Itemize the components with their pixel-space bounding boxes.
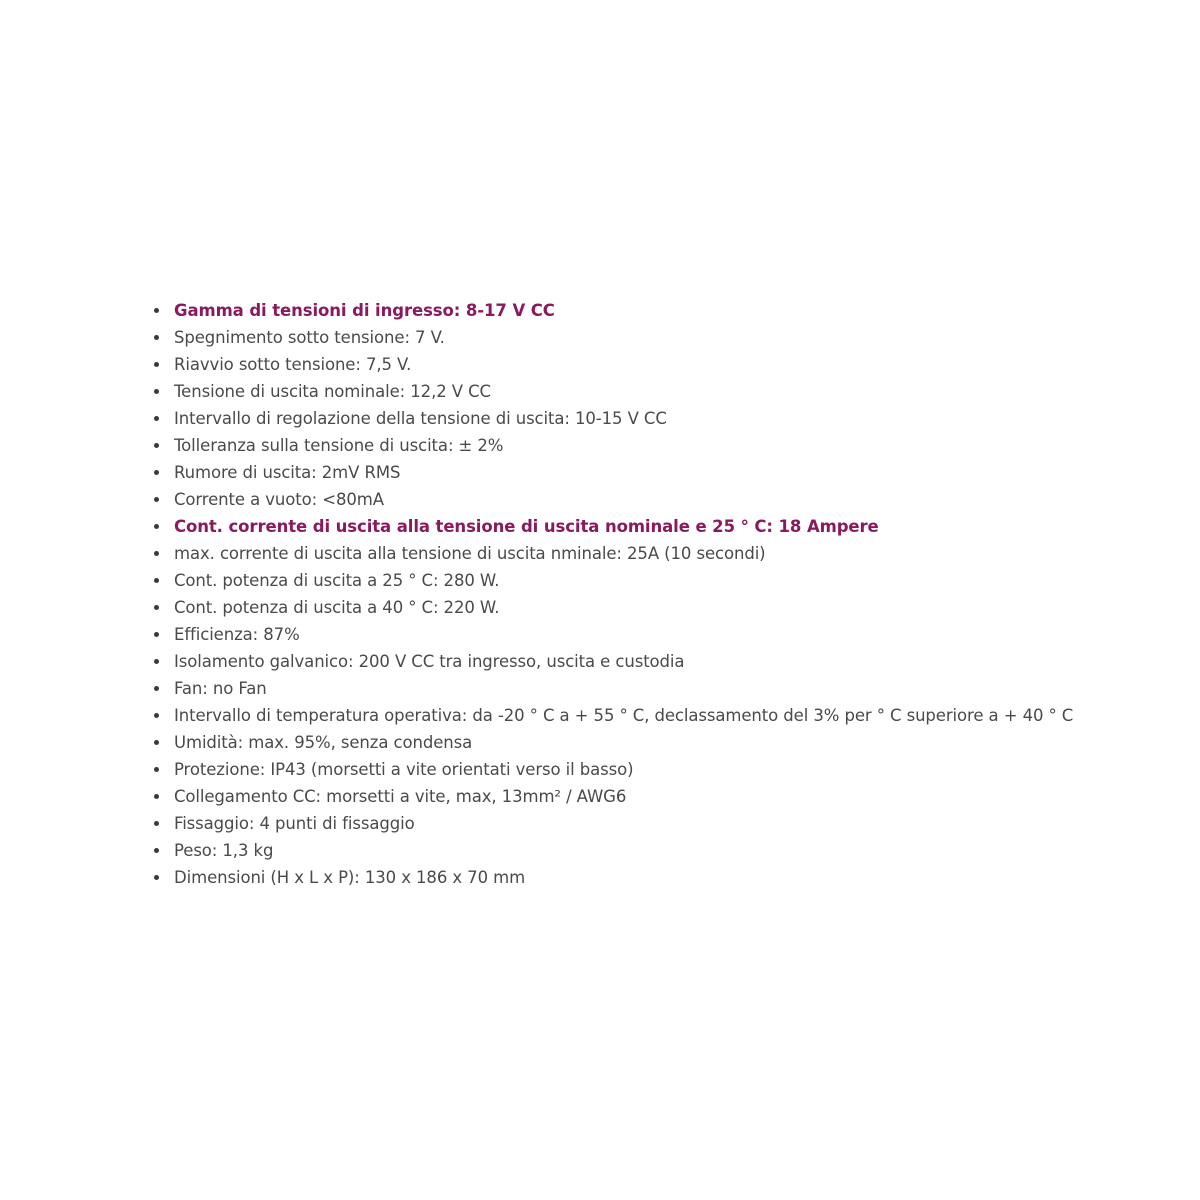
- spec-item-text: Protezione: IP43 (morsetti a vite orientati verso il basso): [174, 760, 634, 779]
- bullet-icon: [154, 308, 159, 313]
- spec-item-text: Corrente a vuoto: <80mA: [174, 490, 384, 509]
- spec-item-output-power-25c: [174, 567, 1174, 594]
- spec-item-galvanic-isolation: [174, 648, 1174, 675]
- spec-item-text: Isolamento galvanico: 200 V CC tra ingresso, uscita e custodia: [174, 652, 685, 671]
- spec-item-weight: [174, 837, 1174, 864]
- bullet-icon: [154, 632, 159, 637]
- spec-list: [174, 297, 1174, 891]
- bullet-icon: [154, 524, 159, 529]
- bullet-icon: [154, 335, 159, 340]
- spec-item-text: Tensione di uscita nominale: 12,2 V CC: [174, 382, 491, 401]
- spec-item-text: max. corrente di uscita alla tensione di uscita nminale: 25A (10 secondi): [174, 544, 766, 563]
- bullet-icon: [154, 740, 159, 745]
- spec-item-text: Fan: no Fan: [174, 679, 267, 698]
- spec-item-mounting: [174, 810, 1174, 837]
- spec-item-text: Spegnimento sotto tensione: 7 V.: [174, 328, 445, 347]
- bullet-icon: [154, 470, 159, 475]
- bullet-icon: [154, 578, 159, 583]
- spec-item-text: Gamma di tensioni di ingresso: 8-17 V CC: [174, 301, 555, 320]
- spec-item-dimensions: [174, 864, 1174, 891]
- bullet-icon: [154, 713, 159, 718]
- bullet-icon: [154, 362, 159, 367]
- spec-item-text: Peso: 1,3 kg: [174, 841, 274, 860]
- spec-item-operating-temperature: [174, 702, 1174, 729]
- bullet-icon: [154, 389, 159, 394]
- bullet-icon: [154, 497, 159, 502]
- spec-item-nominal-output-voltage: [174, 378, 1174, 405]
- spec-item-input-voltage-range: [174, 297, 1174, 324]
- spec-item-output-power-40c: [174, 594, 1174, 621]
- spec-item-no-load-current: [174, 486, 1174, 513]
- bullet-icon: [154, 875, 159, 880]
- bullet-icon: [154, 767, 159, 772]
- bullet-icon: [154, 821, 159, 826]
- spec-item-text: Cont. potenza di uscita a 25 ° C: 280 W.: [174, 571, 500, 590]
- spec-item-text: Cont. corrente di uscita alla tensione di uscita nominale e 25 ° C: 18 Ampere: [174, 517, 879, 536]
- bullet-icon: [154, 443, 159, 448]
- spec-item-text: Collegamento CC: morsetti a vite, max, 13mm² / AWG6: [174, 787, 627, 806]
- spec-item-text: Tolleranza sulla tensione di uscita: ± 2%: [174, 436, 504, 455]
- spec-item-continuous-output-current: [174, 513, 1174, 540]
- bullet-icon: [154, 848, 159, 853]
- spec-item-text: Intervallo di temperatura operativa: da -20 ° C a + 55 ° C, declassamento del 3% per ° C superiore a + 40 ° C: [174, 706, 1074, 725]
- spec-item-protection: [174, 756, 1174, 783]
- bullet-icon: [154, 686, 159, 691]
- spec-item-dc-connection: [174, 783, 1174, 810]
- spec-item-text: Dimensioni (H x L x P): 130 x 186 x 70 mm: [174, 868, 526, 887]
- spec-item-text: Intervallo di regolazione della tensione di uscita: 10-15 V CC: [174, 409, 667, 428]
- spec-item-fan: [174, 675, 1174, 702]
- spec-item-undervoltage-restart: [174, 351, 1174, 378]
- spec-item-output-noise: [174, 459, 1174, 486]
- spec-item-output-voltage-tolerance: [174, 432, 1174, 459]
- bullet-icon: [154, 605, 159, 610]
- spec-item-text: Cont. potenza di uscita a 40 ° C: 220 W.: [174, 598, 500, 617]
- spec-item-efficiency: [174, 621, 1174, 648]
- spec-item-humidity: [174, 729, 1174, 756]
- bullet-icon: [154, 659, 159, 664]
- spec-item-max-output-current: [174, 540, 1174, 567]
- spec-item-text: Riavvio sotto tensione: 7,5 V.: [174, 355, 412, 374]
- spec-item-undervoltage-shutdown: [174, 324, 1174, 351]
- spec-item-text: Rumore di uscita: 2mV RMS: [174, 463, 401, 482]
- bullet-icon: [154, 794, 159, 799]
- spec-item-text: Efficienza: 87%: [174, 625, 300, 644]
- spec-item-text: Fissaggio: 4 punti di fissaggio: [174, 814, 415, 833]
- bullet-icon: [154, 416, 159, 421]
- spec-item-text: Umidità: max. 95%, senza condensa: [174, 733, 473, 752]
- bullet-icon: [154, 551, 159, 556]
- spec-item-output-voltage-adjust-range: [174, 405, 1174, 432]
